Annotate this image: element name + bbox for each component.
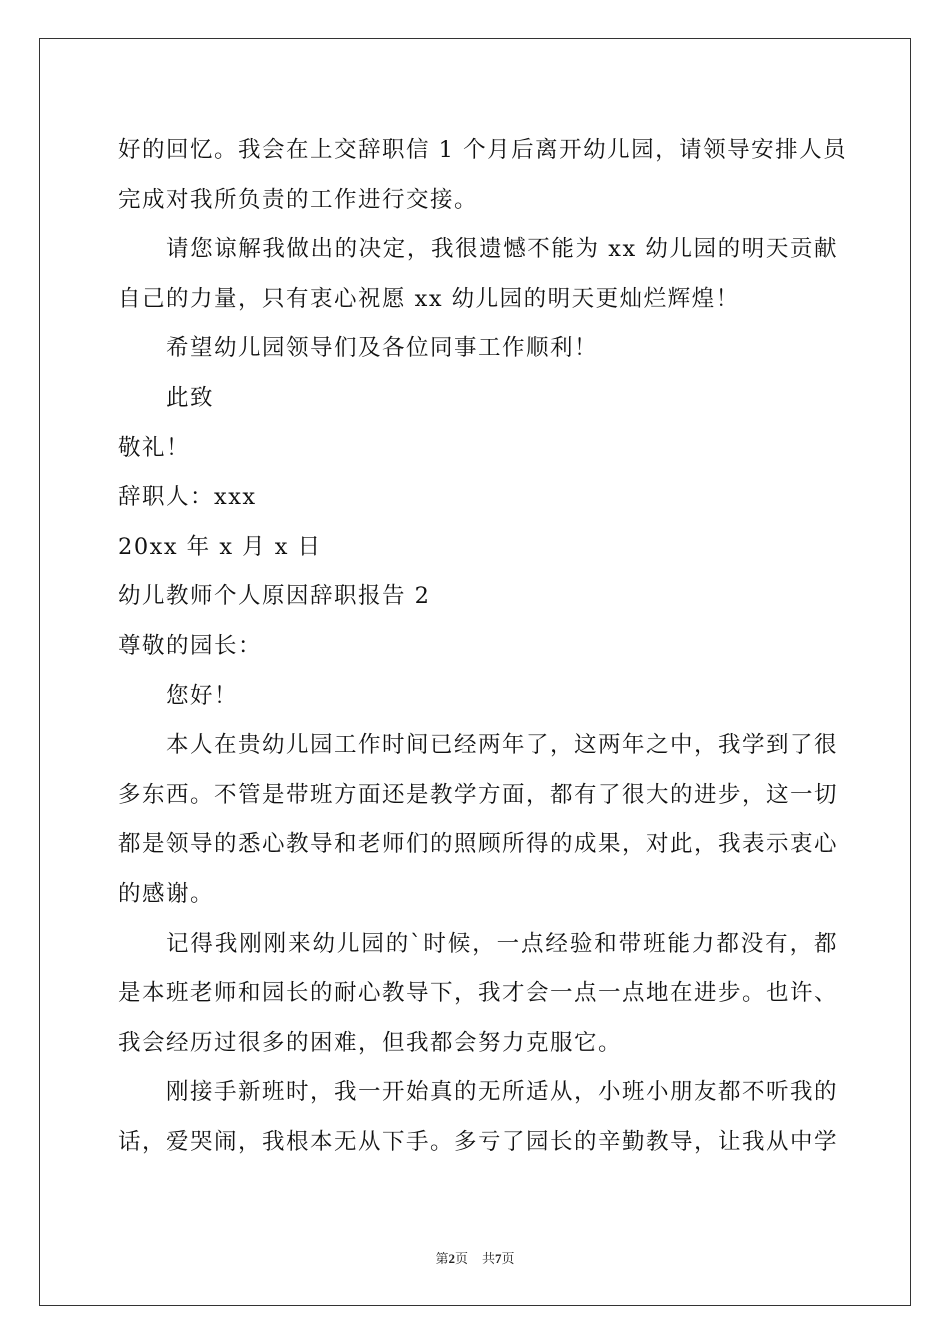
text-line: 自己的力量，只有衷心祝愿 xx 幼儿园的明天更灿烂辉煌！ bbox=[118, 285, 740, 312]
text-line: 的感谢。 bbox=[118, 880, 215, 907]
text-line: 记得我刚刚来幼儿园的`时候，一点经验和带班能力都没有，都 bbox=[166, 930, 838, 957]
greeting: 您好！ bbox=[166, 682, 239, 709]
closing-salutation: 此致 bbox=[166, 384, 215, 411]
text-line: 完成对我所负责的工作进行交接。 bbox=[118, 186, 479, 213]
text-line: 都是领导的悉心教导和老师们的照顾所得的成果，对此，我表示衷心 bbox=[118, 831, 839, 858]
text-line: 是本班老师和园长的耐心教导下，我才会一点一点地在进步。也许、 bbox=[118, 980, 839, 1007]
current-page-number: 2 bbox=[448, 1251, 455, 1266]
page-footer bbox=[0, 1248, 950, 1267]
greeting-recipient: 尊敬的园长： bbox=[118, 632, 263, 659]
text-line: 好的回忆。我会在上交辞职信 1 个月后离开幼儿园，请领导安排人员 bbox=[118, 137, 848, 163]
text-line: 希望幼儿园领导们及各位同事工作顺利！ bbox=[166, 335, 599, 362]
date-line: 20xx 年 x 月 x 日 bbox=[118, 533, 322, 560]
section-title: 幼儿教师个人原因辞职报告 2 bbox=[118, 583, 431, 610]
page-suffix: 页 bbox=[454, 1251, 468, 1266]
text-line: 多东西。不管是带班方面还是教学方面，都有了很大的进步，这一切 bbox=[118, 781, 839, 808]
text-line: 刚接手新班时，我一开始真的无所适从，小班小朋友都不听我的 bbox=[166, 1079, 839, 1106]
document-body bbox=[118, 128, 848, 1169]
closing-respect: 敬礼！ bbox=[118, 434, 191, 461]
total-prefix: 共 bbox=[482, 1251, 496, 1266]
text-line: 我会经历过很多的困难，但我都会努力克服它。 bbox=[118, 1029, 623, 1056]
text-line: 话，爱哭闹，我根本无从下手。多亏了园长的辛勤教导，让我从中学 bbox=[118, 1128, 839, 1155]
text-line: 请您谅解我做出的决定，我很遗憾不能为 xx 幼儿园的明天贡献 bbox=[166, 236, 838, 263]
total-suffix: 页 bbox=[501, 1251, 515, 1266]
signature-line: 辞职人：xxx bbox=[118, 484, 257, 511]
page-prefix: 第 bbox=[435, 1251, 449, 1266]
total-page-number: 7 bbox=[495, 1251, 502, 1266]
text-line: 本人在贵幼儿园工作时间已经两年了，这两年之中，我学到了很 bbox=[166, 732, 839, 759]
